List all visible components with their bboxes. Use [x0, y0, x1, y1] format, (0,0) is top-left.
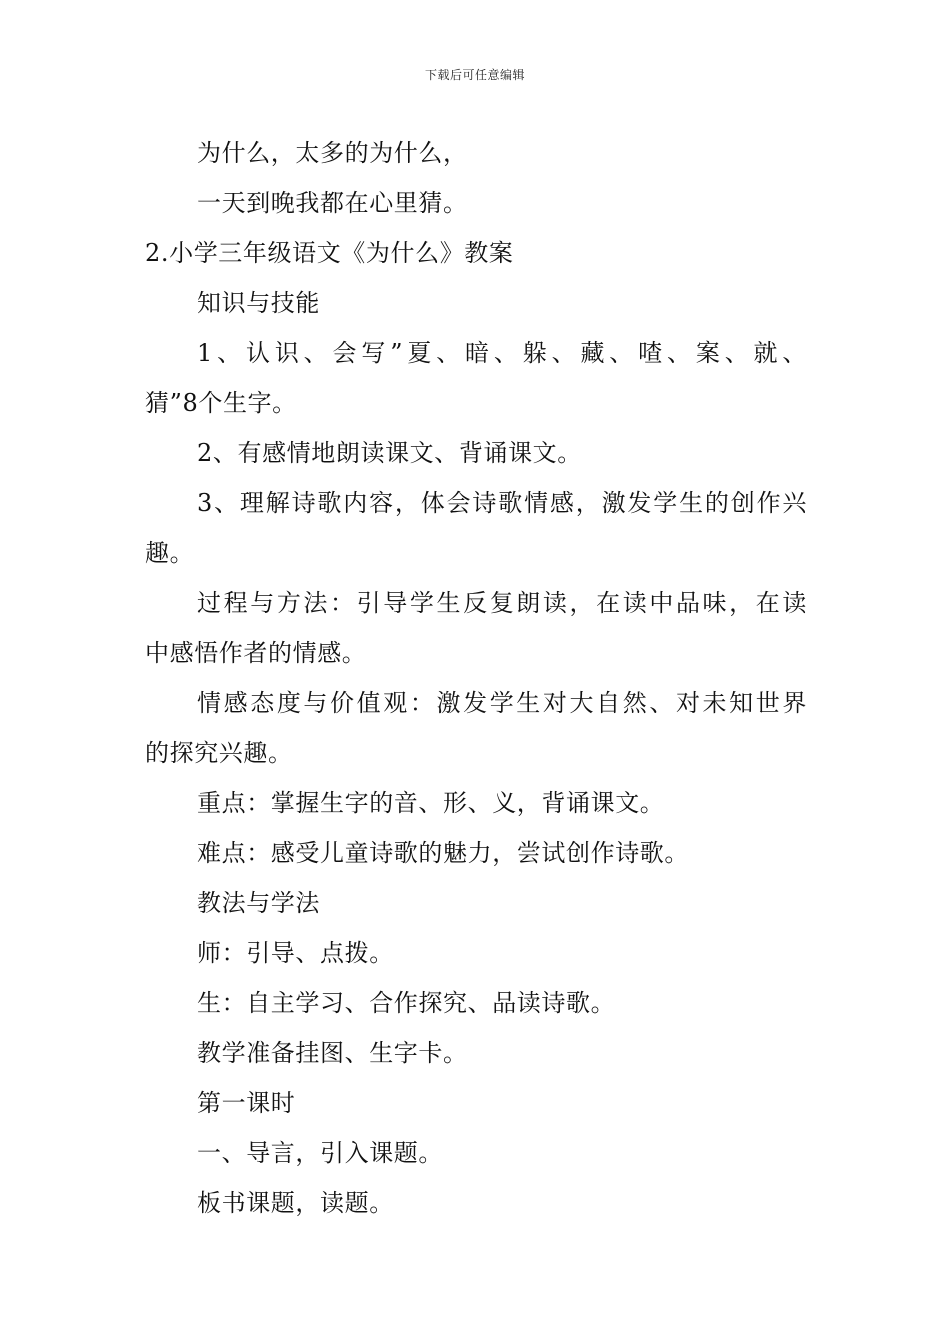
text-line: 1、认识、会写”夏、暗、躲、藏、喳、案、就、 — [197, 339, 807, 367]
text-line: 情感态度与价值观：激发学生对大自然、对未知世界 — [197, 689, 807, 717]
subsection-heading: 第一课时 — [197, 1089, 296, 1117]
text-line: 猜”8个生字。 — [145, 389, 297, 417]
document-body — [145, 128, 807, 1228]
page-header: 下载后可任意编辑 — [424, 68, 525, 82]
text-line: 难点：感受儿童诗歌的魅力，尝试创作诗歌。 — [197, 839, 689, 867]
text-line: 教学准备挂图、生字卡。 — [197, 1039, 468, 1067]
section-heading: 2.小学三年级语文《为什么》教案 — [145, 239, 514, 267]
text-line: 师：引导、点拨。 — [197, 939, 394, 967]
text-line: 重点：掌握生字的音、形、义，背诵课文。 — [197, 789, 665, 817]
text-line: 生：自主学习、合作探究、品读诗歌。 — [197, 989, 616, 1017]
text-line: 一、导言，引入课题。 — [197, 1139, 443, 1167]
text-line: 趣。 — [145, 539, 195, 567]
text-line: 2、有感情地朗读课文、背诵课文。 — [197, 439, 582, 467]
text-line: 过程与方法：引导学生反复朗读，在读中品味，在读 — [197, 589, 807, 617]
text-line: 一天到晚我都在心里猜。 — [197, 189, 468, 217]
subsection-heading: 知识与技能 — [197, 289, 320, 317]
text-line: 板书课题，读题。 — [197, 1189, 394, 1217]
text-line: 为什么，太多的为什么， — [197, 139, 468, 167]
text-line: 3、理解诗歌内容，体会诗歌情感，激发学生的创作兴 — [197, 489, 807, 517]
text-line: 的探究兴趣。 — [145, 739, 293, 767]
subsection-heading: 教法与学法 — [197, 889, 320, 917]
text-line: 中感悟作者的情感。 — [145, 639, 367, 667]
